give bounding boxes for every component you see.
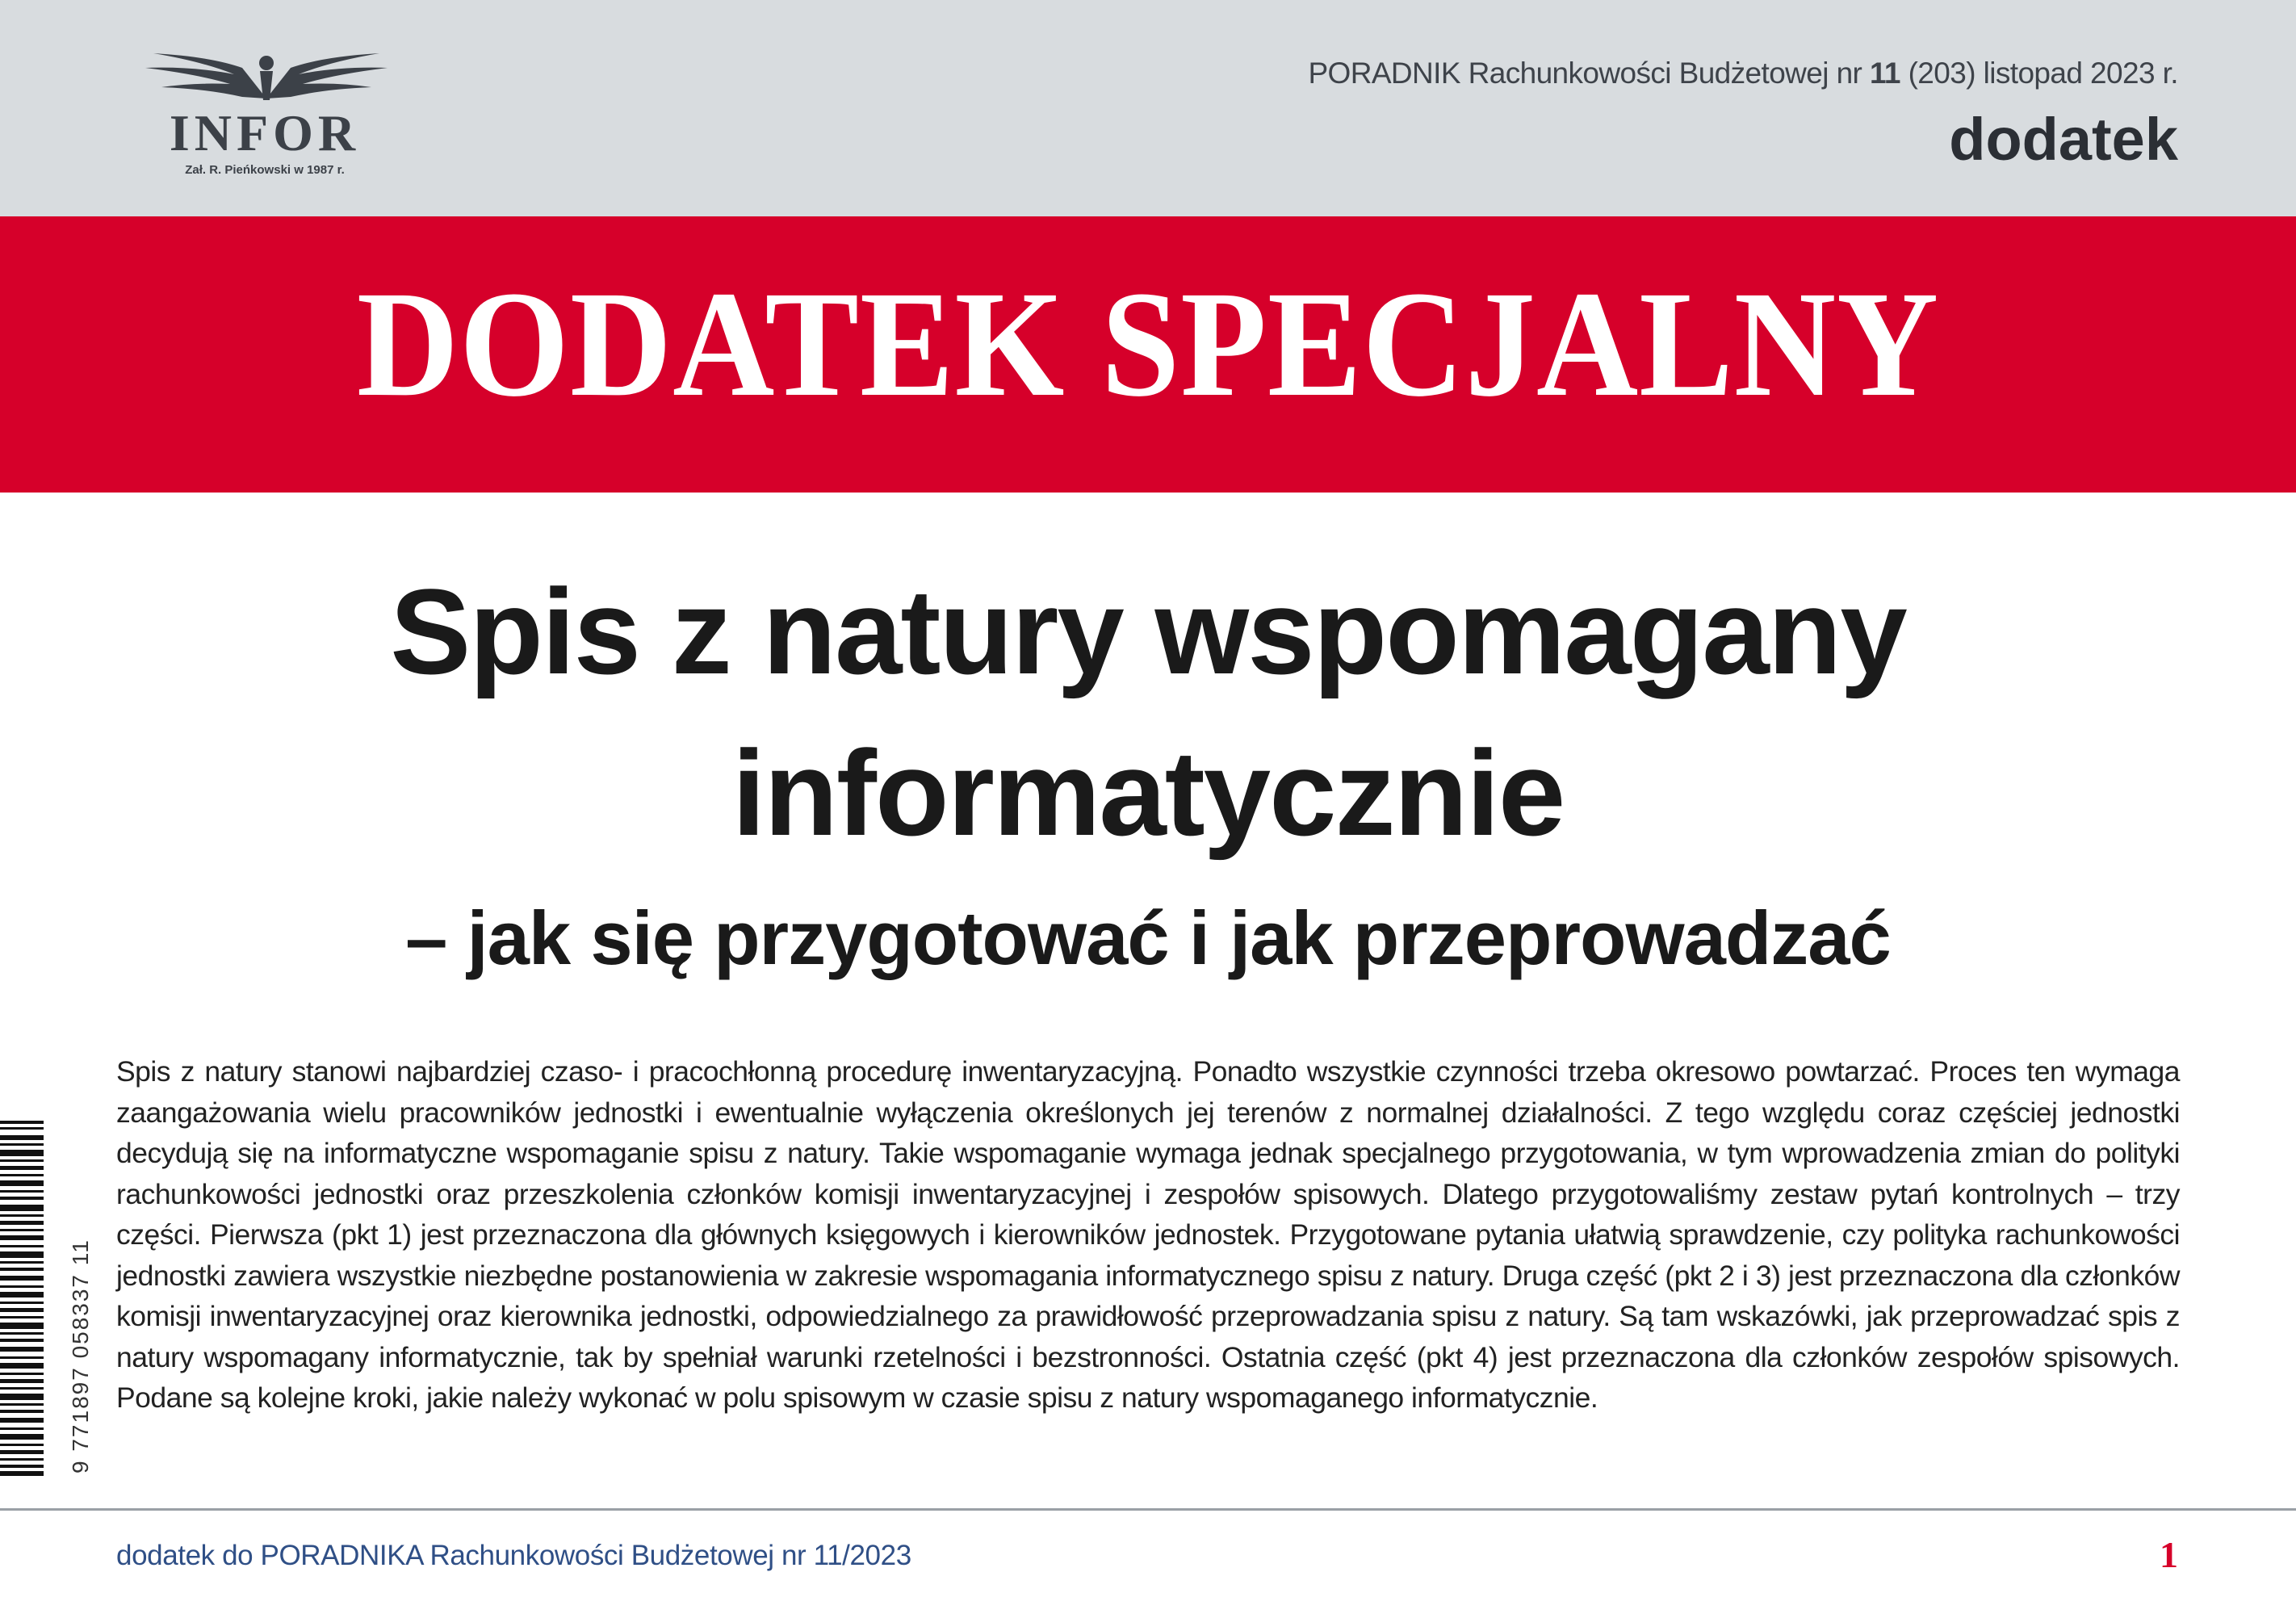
- article-title: Spis z natury wspomagany informatycznie: [390, 564, 1906, 861]
- logo-subtitle: Zał. R. Pieńkowski w 1987 r.: [185, 163, 345, 177]
- article-subtitle: – jak się przygotować i jak przeprowadzać: [405, 895, 1891, 980]
- section-label: dodatek: [1949, 106, 2178, 173]
- article-lead: Spis z natury stanowi najbardziej czaso- i pracochłonną procedurę inwentaryzacyjną. Ponadto wszystkie czynności trzeba okresowo powtarzać. Proces ten wymaga zaangażowania wielu pracowników jednostki i ewentualnie wyłączenia określonych jej terenów z normalnej działalności. Z tego względu coraz częściej jednostki decydują się na informatyczne wspomaganie spisu z natury. Takie wspomaganie wymaga jednak specjalnego przygotowania, w tym wprowadzenia zmian do polityki rachunkowości jednostki oraz przeszkolenia członków komisji inwentaryzacyjnej i zespołów spisowych. Dlatego przygotowaliśmy zestaw pytań kontrolnych – trzy części. Pierwsza (pkt 1) jest przeznaczona dla głównych księgowych i kierowników jednostek. Przygotowane pytania ułatwią sprawdzenie, czy polityka rachunkowości jednostki zawiera wszystkie niezbędne postanowienia w zakresie wspomagania informatycznego spisu z natury. Druga część (pkt 2 i 3) jest przeznaczona dla członków komisji inwentaryzacyjnej oraz kierownika jednostki, odpowiedzialnego za prawidłowość przeprowadzania spisu z natury. Są tam wskazówki, jak przeprowadzać spis z natury wspomagany informatycznie, tak by spełniał warunki rzetelności i bezstronności. Ostatnia część (pkt 4) jest przeznaczona dla członków zespołów spisowych. Podane są kolejne kroki, jakie należy wykonać w polu spisowym w czasie spisu z natury wspomaganego informatycznie.: [116, 1055, 2180, 1414]
- publication-prefix: PORADNIK Rachunkowości Budżetowej nr: [1308, 57, 1870, 90]
- logo-wordmark: INFOR: [169, 104, 361, 161]
- footer-text: dodatek do PORADNIKA Rachunkowości Budżetowej nr 11/2023: [116, 1540, 911, 1571]
- publication-line: [1308, 57, 2178, 90]
- footer-divider: [0, 1508, 2296, 1511]
- issue-number: 11: [1869, 57, 1900, 90]
- publisher-logo: [121, 50, 412, 179]
- barcode: [0, 1121, 44, 1476]
- page-number: 1: [2160, 1534, 2178, 1575]
- barcode-digits: 9 771897 058337 11: [68, 1239, 93, 1474]
- eagle-wings-icon: [121, 50, 412, 107]
- header-bar: [0, 0, 2296, 216]
- banner-title: DODATEK SPECJALNY: [356, 259, 1940, 428]
- publication-suffix: (203) listopad 2023 r.: [1900, 57, 2178, 90]
